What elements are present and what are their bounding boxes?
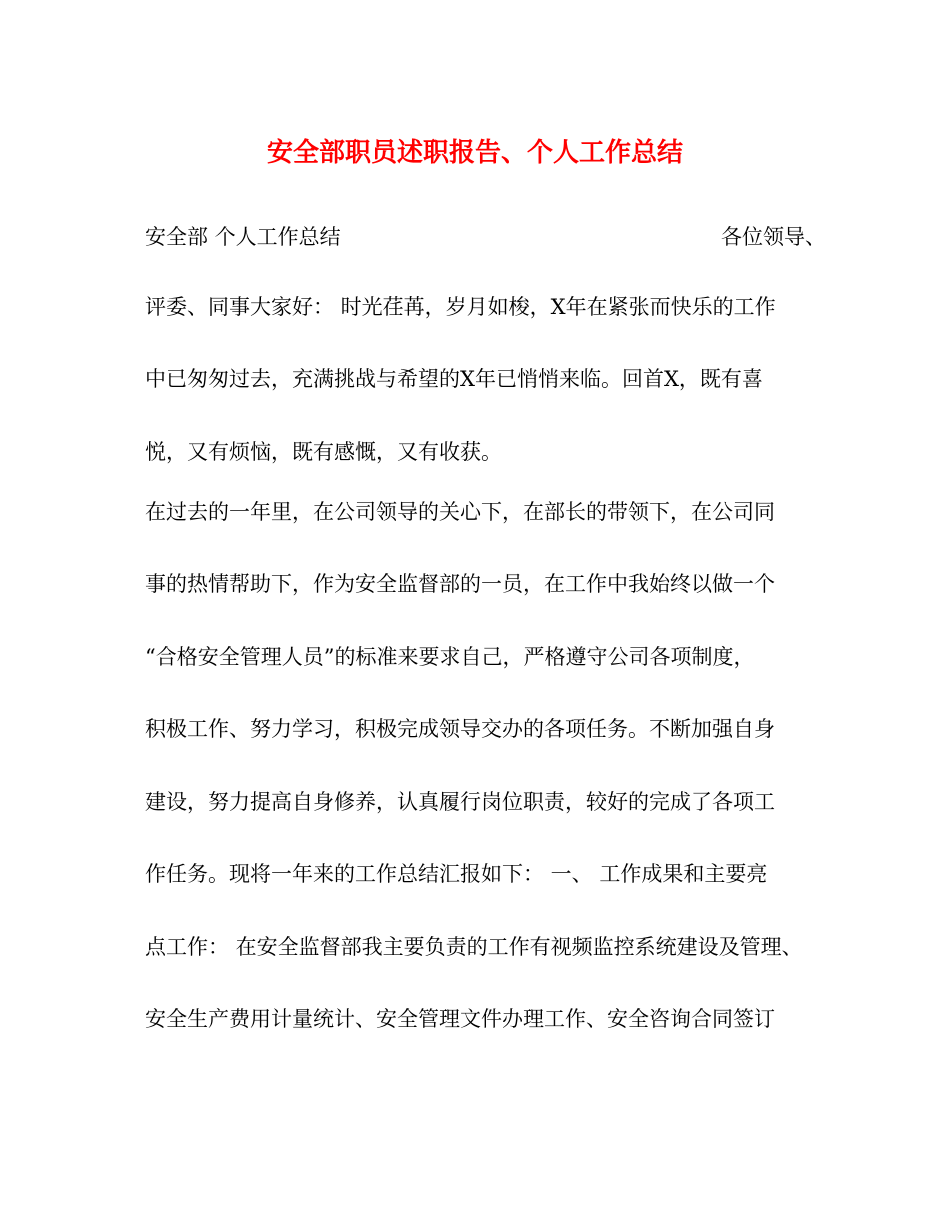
body-line-3: 悦，又有烦恼，既有感慨，又有收获。 [145,440,502,464]
body-line-8: 建设，努力提高自身修养，认真履行岗位职责，较好的完成了各项工 [145,790,775,814]
body-line-7: 积极工作、努力学习，积极完成领导交办的各项任务。不断加强自身 [145,717,775,741]
body-line-9: 作任务。现将一年来的工作总结汇报如下： 一、 工作成果和主要亮 [145,862,768,886]
header-left-text: 安全部 个人工作总结 [145,225,341,249]
body-line-4: 在过去的一年里，在公司领导的关心下，在部长的带领下，在公司同 [145,500,775,524]
body-line-2: 中已匆匆过去，充满挑战与希望的X年已悄悄来临。回首X，既有喜 [145,367,763,391]
document-title: 安全部职员述职报告、个人工作总结 [266,138,683,168]
body-line-6: “合格安全管理人员”的标准来要求自己，严格遵守公司各项制度， [145,645,755,669]
header-right-text: 各位领导、 [721,225,826,249]
body-line-1: 评委、同事大家好： 时光荏苒，岁月如梭，X年在紧张而快乐的工作 [145,295,776,319]
body-line-10: 点工作： 在安全监督部我主要负责的工作有视频监控系统建设及管理、 [145,935,803,959]
body-line-5: 事的热情帮助下，作为安全监督部的一员，在工作中我始终以做一个 [145,572,775,596]
body-line-11: 安全生产费用计量统计、安全管理文件办理工作、安全咨询合同签订 [145,1007,775,1031]
